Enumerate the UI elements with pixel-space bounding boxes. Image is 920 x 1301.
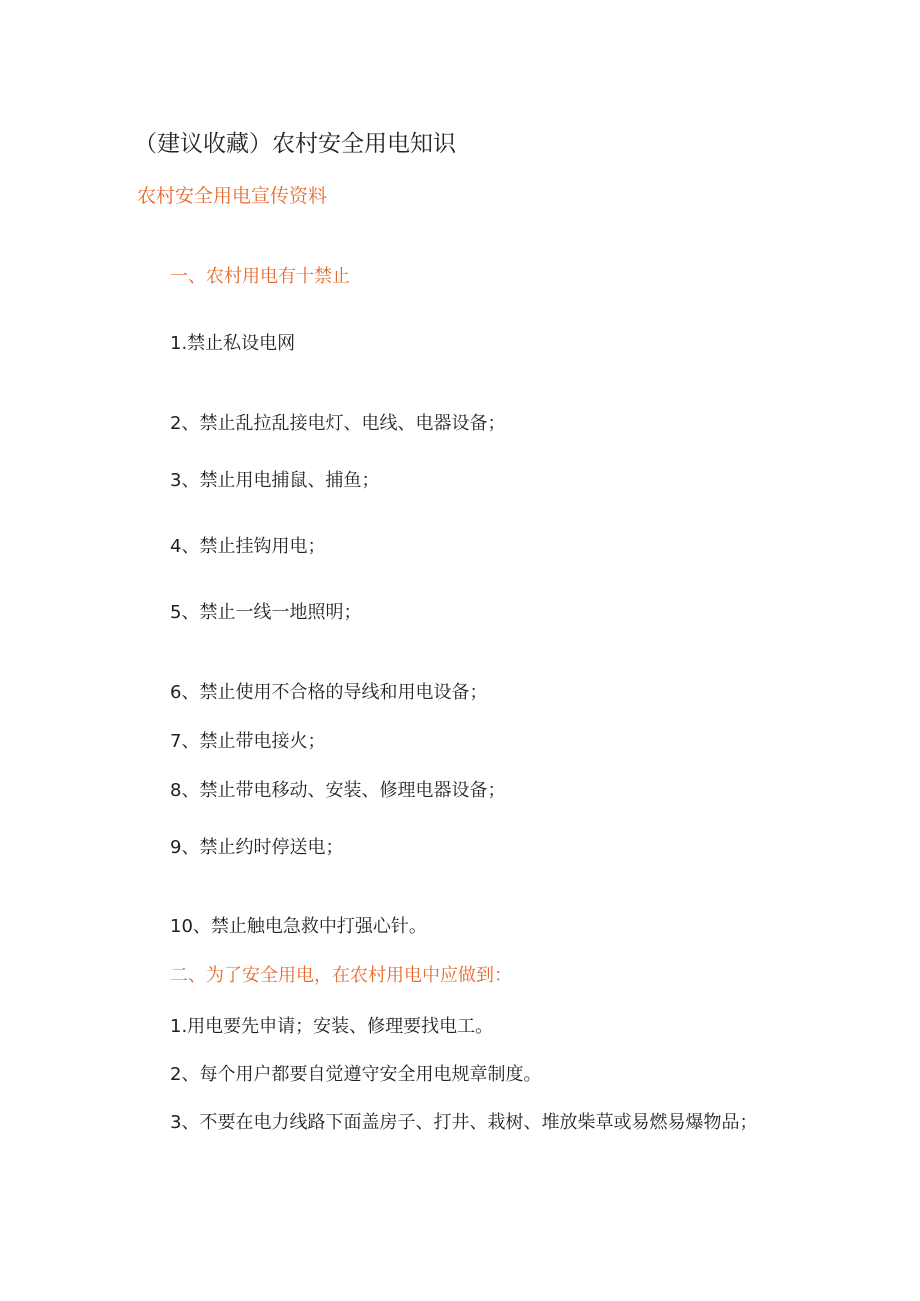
list-item: 1.禁止私设电网	[170, 333, 296, 354]
list-item: 3、不要在电力线路下面盖房子、打井、栽树、堆放柴草或易燃易爆物品；	[170, 1112, 758, 1133]
list-item: 8、禁止带电移动、安装、修理电器设备；	[170, 780, 506, 801]
document-title: （建议收藏）农村安全用电知识	[134, 131, 456, 157]
section-heading-prohibitions: 一、农村用电有十禁止	[170, 266, 350, 287]
list-item: 10、禁止触电急救中打强心针。	[170, 916, 427, 937]
list-item: 9、禁止约时停送电；	[170, 837, 344, 858]
section-heading-safe-use: 二、为了安全用电，在农村用电中应做到：	[170, 965, 512, 986]
list-item: 6、禁止使用不合格的导线和用电设备；	[170, 682, 488, 703]
list-item: 7、禁止带电接火；	[170, 731, 326, 752]
list-item: 4、禁止挂钩用电；	[170, 536, 326, 557]
list-item: 5、禁止一线一地照明；	[170, 602, 362, 623]
list-item: 2、每个用户都要自觉遵守安全用电规章制度。	[170, 1064, 542, 1085]
document-subtitle: 农村安全用电宣传资料	[137, 185, 328, 207]
list-item: 3、禁止用电捕鼠、捕鱼；	[170, 470, 380, 491]
list-item: 1.用电要先申请；安装、修理要找电工。	[170, 1016, 494, 1037]
list-item: 2、禁止乱拉乱接电灯、电线、电器设备；	[170, 413, 506, 434]
